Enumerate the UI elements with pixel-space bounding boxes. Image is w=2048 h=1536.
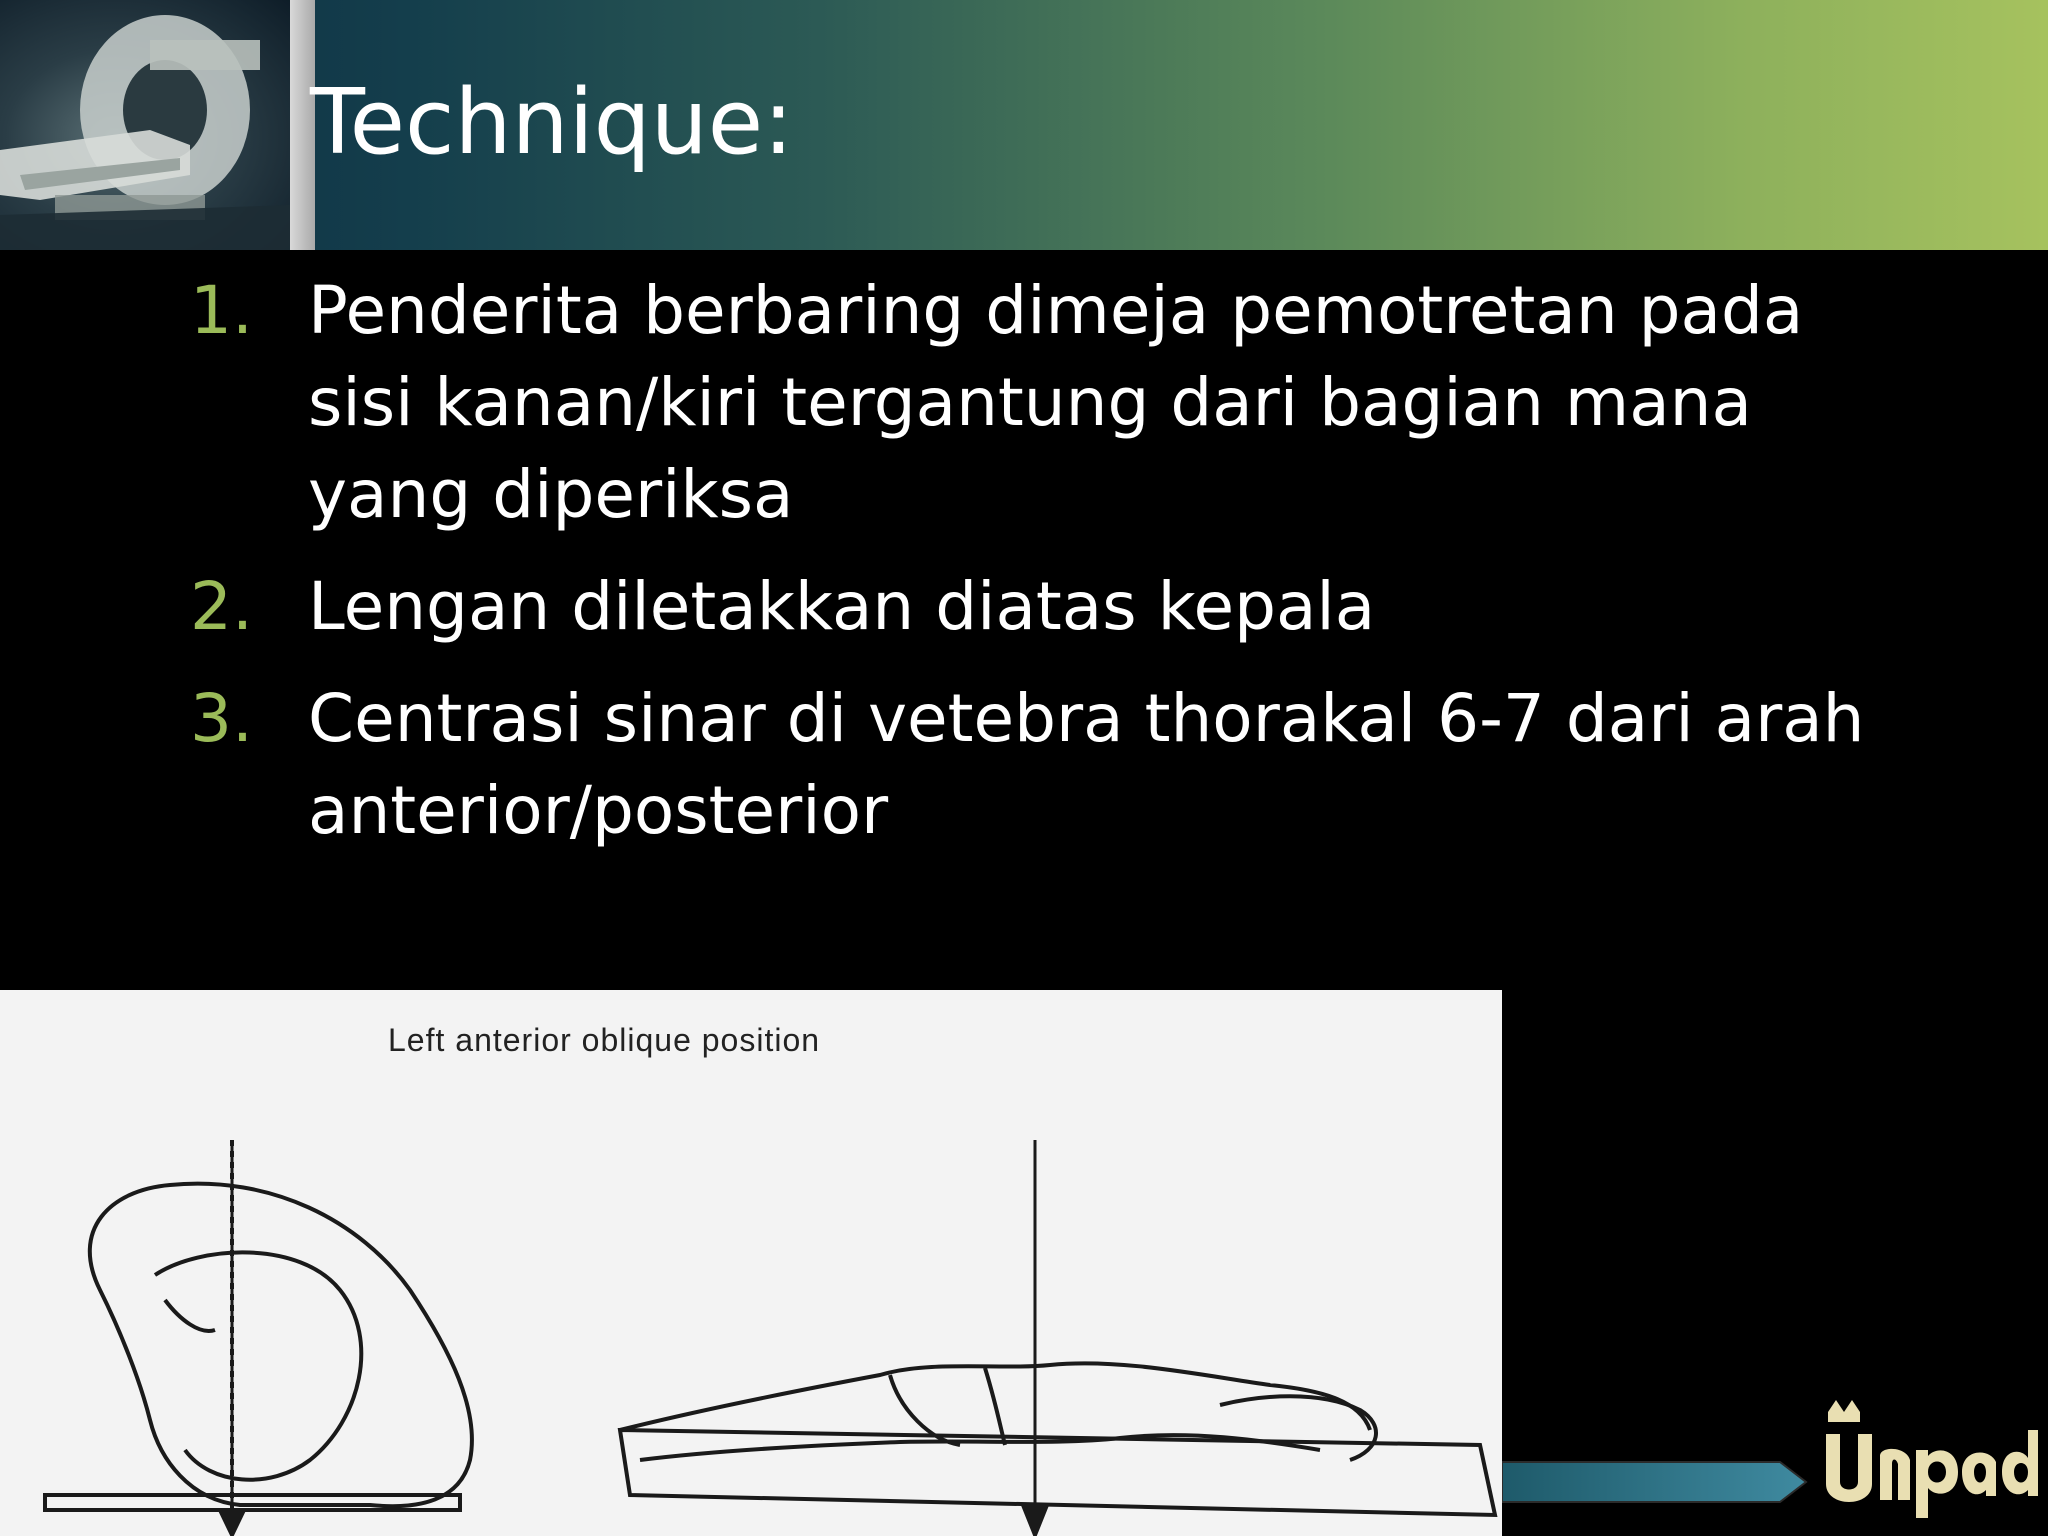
slide-header (0, 0, 2048, 250)
positioning-illustration (0, 990, 1502, 1536)
list-item (180, 673, 1920, 857)
step-text: Lengan diletakkan diatas kepala (308, 568, 1376, 645)
technique-steps-list (180, 265, 1920, 877)
list-item (180, 265, 1920, 541)
patient-position-drawing (0, 990, 1502, 1536)
step-number: 1. (190, 272, 253, 349)
slide-title: Technique: (310, 70, 794, 175)
list-item (180, 561, 1920, 653)
step-number: 2. (190, 568, 253, 645)
figure-caption: Left anterior oblique position (388, 1022, 821, 1058)
step-text: Penderita berbaring dimeja pemotretan pada sisi kanan/kiri tergantung dari bagian mana yang diperiksa (308, 272, 1804, 533)
mri-scanner-photo (0, 0, 290, 250)
unpad-logo (1818, 1400, 2038, 1520)
arrow-right-icon (1502, 1460, 1808, 1504)
step-text: Centrasi sinar di vetebra thorakal 6-7 dari arah anterior/posterior (308, 680, 1865, 849)
step-number: 3. (190, 680, 253, 757)
